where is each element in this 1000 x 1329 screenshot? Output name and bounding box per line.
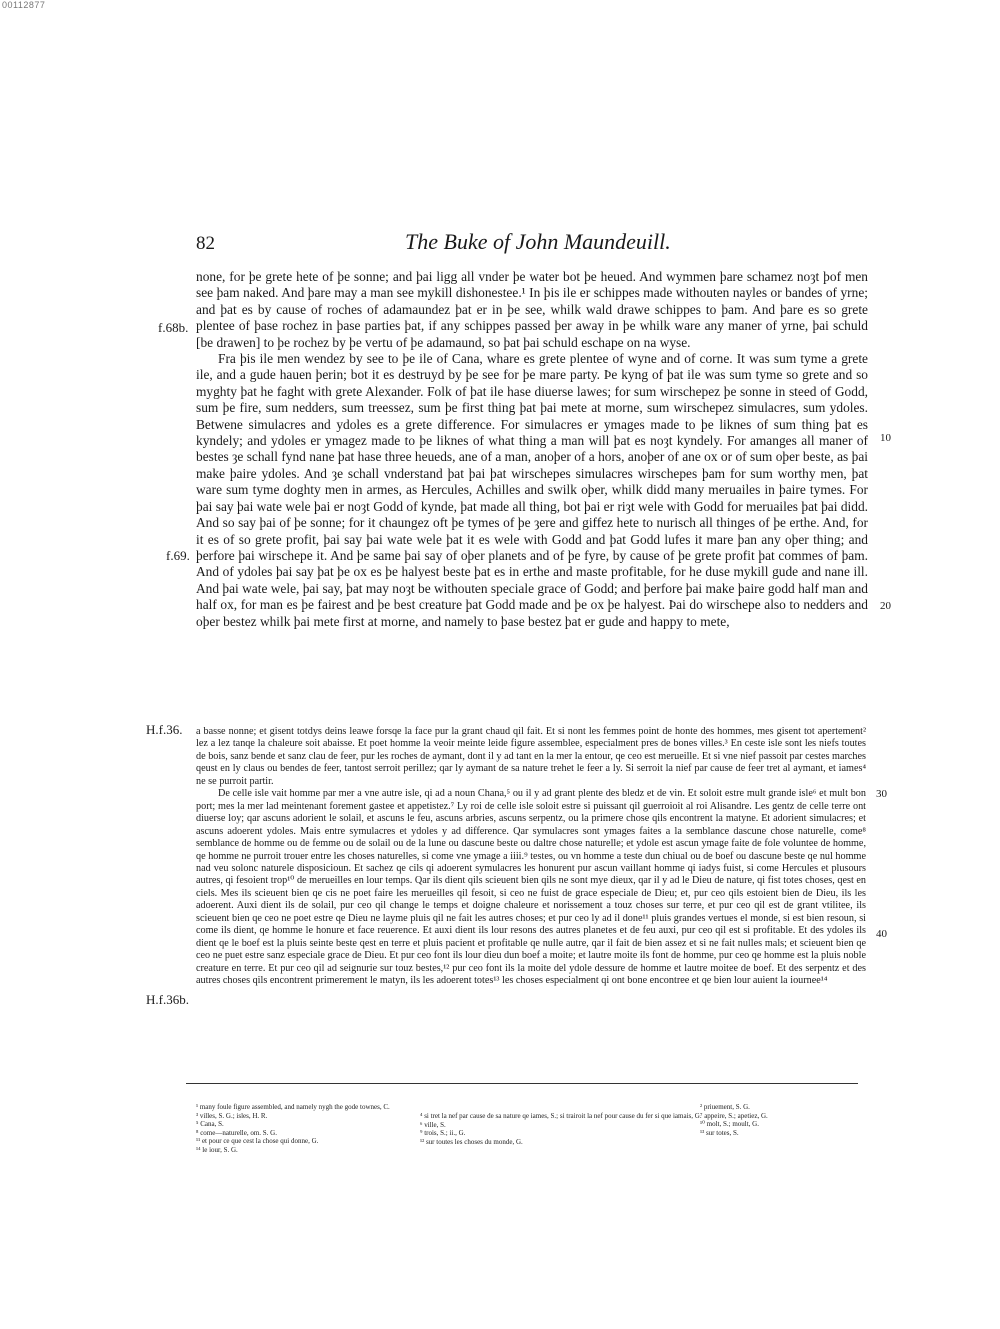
- footnote: ³ villes, S. G.; isles, H. R.: [196, 1111, 268, 1120]
- footnotes-col1: [196, 1103, 390, 1154]
- line-number: 40: [876, 928, 887, 940]
- footnote: ¹² sur toutes les choses du monde, G.: [420, 1137, 523, 1146]
- footnote: ⁶ ville, S.: [420, 1120, 446, 1129]
- running-head: The Buke of John Maundeuill.: [405, 229, 671, 254]
- line-number: 30: [876, 788, 887, 800]
- archive-id: 00112877: [2, 0, 46, 10]
- english-paragraph: none, for þe grete hete of þe sonne; and þai ligg all vnder þe water bot þe heued. And wymmen þare schamez noȝt þof men see þam naked. And þare may a man see mykill dishonestee.¹ In þis ile er schippes made withouten nayles or bandes of yrne; and þat es by cause of roches of adamaundez þat er in þe see, whilk wald drawe schippes to þam. And þare es so grete plentee of þase rochez in þase parties þat, if any schippes passed þer away in þe whilk ware any maner of yrne, þai schuld [be drawen] to þe rochez by þe vertu of þe adamaund, so þat þai schuld eschape on na wyse.: [196, 269, 868, 350]
- footnote: ⁹ trois, S.; ii., G.: [420, 1129, 466, 1137]
- footnote: ⁵ Cana, S.: [196, 1120, 224, 1128]
- folio-note: H.f.36.: [146, 722, 183, 737]
- footnote: ⁸ come—naturelle, om. S. G.: [196, 1128, 277, 1137]
- footnotes-col3: [700, 1103, 768, 1137]
- footnote-rule: [186, 1083, 858, 1084]
- folio-note: f.68b.: [158, 320, 189, 335]
- english-paragraph: Fra þis ile men wendez by see to þe ile of Cana, whare es grete plentee of wyne and of corne. It was sum tyme a grete ile, and a gude hauen þerin; bot it es destruyd by þe see for þe mare party. Þe kyng of þat ile was sum tyme so grete and so myghty þat he faght with grete Alexander. Folk of þat ile hase diuerse lawes; for sum wirschepez þe sonne in steed of Godd, sum þe fire, sum nedders, sum treessez, sum þe first thing þat þai mete at morne, sum wirschepez simulacres, sum ydoles. Betwene simulacres and ydoles es a grete difference. For simulacres er ymages made to þe liknes of sum thing þat es kyndely; and ydoles er ymagez made to þe liknes of what thing a man will þat es noȝt kyndely. For amanges all maner of bestes ȝe schall fynd nane þat hase three heueds, ane of a man, anoþer of a hors, anoþer of ane ox or of sum oþer beste, as þai make þaire ydoles. And ȝe schall vnderstand þat þai þat wirschepes simulacres wirschepes þam for sum worthy men, þat ware sum tyme doghty men in armes, as Hercules, Achilles and swilk oþer, whilk didd many meruailes in þaire tymes. For þai say þai wate wele þai er noȝt Godd of kynde, þat made all thing, bot þai er riȝt wele with Godd for meruailes þat þai didd. And so say þai of þe sonne; for it chaungez oft þe tymes of þe ȝere and giffez hete to nurisch all thinges of þe erthe. And, for it es of so grete profit, þai say þai wate wele þat it es wele with Godd and þat Godd lufes it mare þan any oþer thing; and þerfore þai wirschepe it. And þe same þai say of oþer planets and of þe fyre, by cause of þe grete profit þat commes of þam. And of ydoles þai say þat þe ox es þe halyest beste þat es in erthe and maste profitable, for he duse mykill gude and nane ill. And þai wate wele, þai say, þat may noȝt be withouten speciale grace of Godd; and þerfore þai make þaire godd half man and half ox, for man es þe fairest and þe best creature þat Godd made and þe ox þe halyest. Þai do wirschepe also to nedders and oþer bestez whilk þai mete first at morne, and namely to þase bestez þat er gude and happy to mete,: [196, 351, 868, 629]
- french-paragraph: a basse nonne; et gisent totdys deins leawe forsqe la face pur la grant chaud qil fait. Et si nont les femmes point de honte des hommes, mes gisent tot apertement² lez a lez tanqe la chaleure soit abaisse. Et poet homme la veoir meinte leide figure assemblee, especialment pres de bones villes.³ En ceste isle sont les niefs toutes de bois, sanz bende et sanz clau de feer, pur les roches de aymant, dont il y ad tant en la mer la entour, qe ceo est merueille. Et si vne nief passoit par cestes marches qeust en ly claus ou bendes de feer, tantost serroit perillez; qar ly aymant de sa nature trehet le feer a ly. Si serroit la nief par cause de feer tret al aymant, et iames⁴ ne se purroit partir.: [196, 726, 866, 787]
- french-text: [196, 726, 866, 988]
- footnote: ¹ many foule figure assembled, and namely nygh the gode townes, C.: [196, 1103, 390, 1111]
- folio-note: f.69.: [166, 548, 190, 563]
- english-text: [196, 269, 868, 630]
- footnotes-col2: [420, 1112, 702, 1146]
- footnote: ² priuement, S. G.: [700, 1103, 750, 1111]
- line-number: 20: [880, 600, 891, 612]
- footnote: ¹⁴ le iour, S. G.: [196, 1145, 238, 1154]
- folio-note: H.f.36b.: [146, 992, 189, 1007]
- page-number: 82: [196, 233, 215, 254]
- french-paragraph: De celle isle vait homme par mer a vne autre isle, qi ad a noun Chana,⁵ ou il y ad grant plente des bledz et de vin. Et soloit estre mult grande isle⁶ et mult bon port; mes la mer lad meintenant forement gastee et appetistez.⁷ Ly roi de celle isle soloit estre si puissant qil guerroioit al roi Alisandre. Les gentz de celle terre ont diuerse loy; qar ascuns adorient le solail, et ascuns le feu, ascuns arbries, ascuns serpentz, ou la primere chose qils encontrent la matyne. Et adorient simulacres; et ascuns adoerent ydoles. Mais entre symulacres et ydoles y ad difference. Qar symulacres sont ymages faites a la semblance dascune chose naturelle, come⁸ semblance de homme ou de femme ou de solail ou de la lune ou dascune beste ou daltre chose naturelle; et ydole est ascun ymage faite de fole voluntee de homme, qe homme ne purroit trouer entre les choses naturelles, si come vne ymage a iiii.⁹ testes, ou vn homme a teste dun chiual ou de boef ou dascune beste qe nul homme nad veu solonc naturele disposicioun. Et sachez qe cils qi adoerent symulacres les honurent pur ascun vaillant homme qi iadys fuist, si come Hercules et plusours autres, qi fesoient trop¹⁰ de merueilles en lour temps. Qar ils dient qils scieuent bien qils ne sont mye dieux, qar il y ad le Dieu de nature, qi fist totes choses, qest en ciels. Mes ils scieuent bien qe cis ne poet faire les merueilles qil fesoit, si ceo ne fuist de grace especiale de Dieu; et, pur ceo qils estoient bien de Dieu, ils les adoerent. Auxi dient ils de solail, pur ceo qil change le temps et doigne chaleure et norissement a touz choses sur terre, et pur ceo qil est de grant vtilitee, ils scieuent bien qe ceo ne poet estre qe Dieu ne layme pluis qil ne fait les autres choses; et pur ceo ly ad il done¹¹ pluis grandes vertues el monde, si est bien resoun, si come ils dient, qe homme le honure et face reuerence. Et auxi dient ils lour resons des autres planetes et de feu auxi, pur ceo qil est si profitable. Et des ydoles ils dient qe le boef est la pluis seinte beste qest en terre et pluis pacient et profitable qe nulle autre, qar il fait de bien assez et si ne fait nulles mals; et scieuent bien qe ceo ne puet estre sanz especiale grace de Dieu. Et pur ceo font ils lour dieu dun boef a moite; et lautre moite ils font de homme, pur ceo qe homme est la pluis noble creature en terre. Et pur ceo qil ad seignurie sur touz bestes,¹² pur ceo font ils la moite del ydole dessure de homme et lautre moitee de boef. Et des serpentz et des autres choses qils encontrent primerement le matyn, ils les adoerent totes¹³ les choses especialment qi ont bone encontree et qe bien lour auient la iournee¹⁴: [196, 788, 866, 987]
- footnote: ¹¹ et pour ce que cest la chose qui donne, G.: [196, 1137, 319, 1145]
- footnote: ¹³ sur totes, S.: [700, 1128, 739, 1137]
- footnote: ¹⁰ molt, S.; moult, G.: [700, 1120, 759, 1128]
- footnote: ⁴ si tret la nef par cause de sa nature qe iames, S.; si trairoit la nef pour cause du fer si que iamais, G.: [420, 1112, 702, 1120]
- footnote: ⁷ appeire, S.; apetiez, G.: [700, 1111, 768, 1120]
- line-number: 10: [880, 432, 891, 444]
